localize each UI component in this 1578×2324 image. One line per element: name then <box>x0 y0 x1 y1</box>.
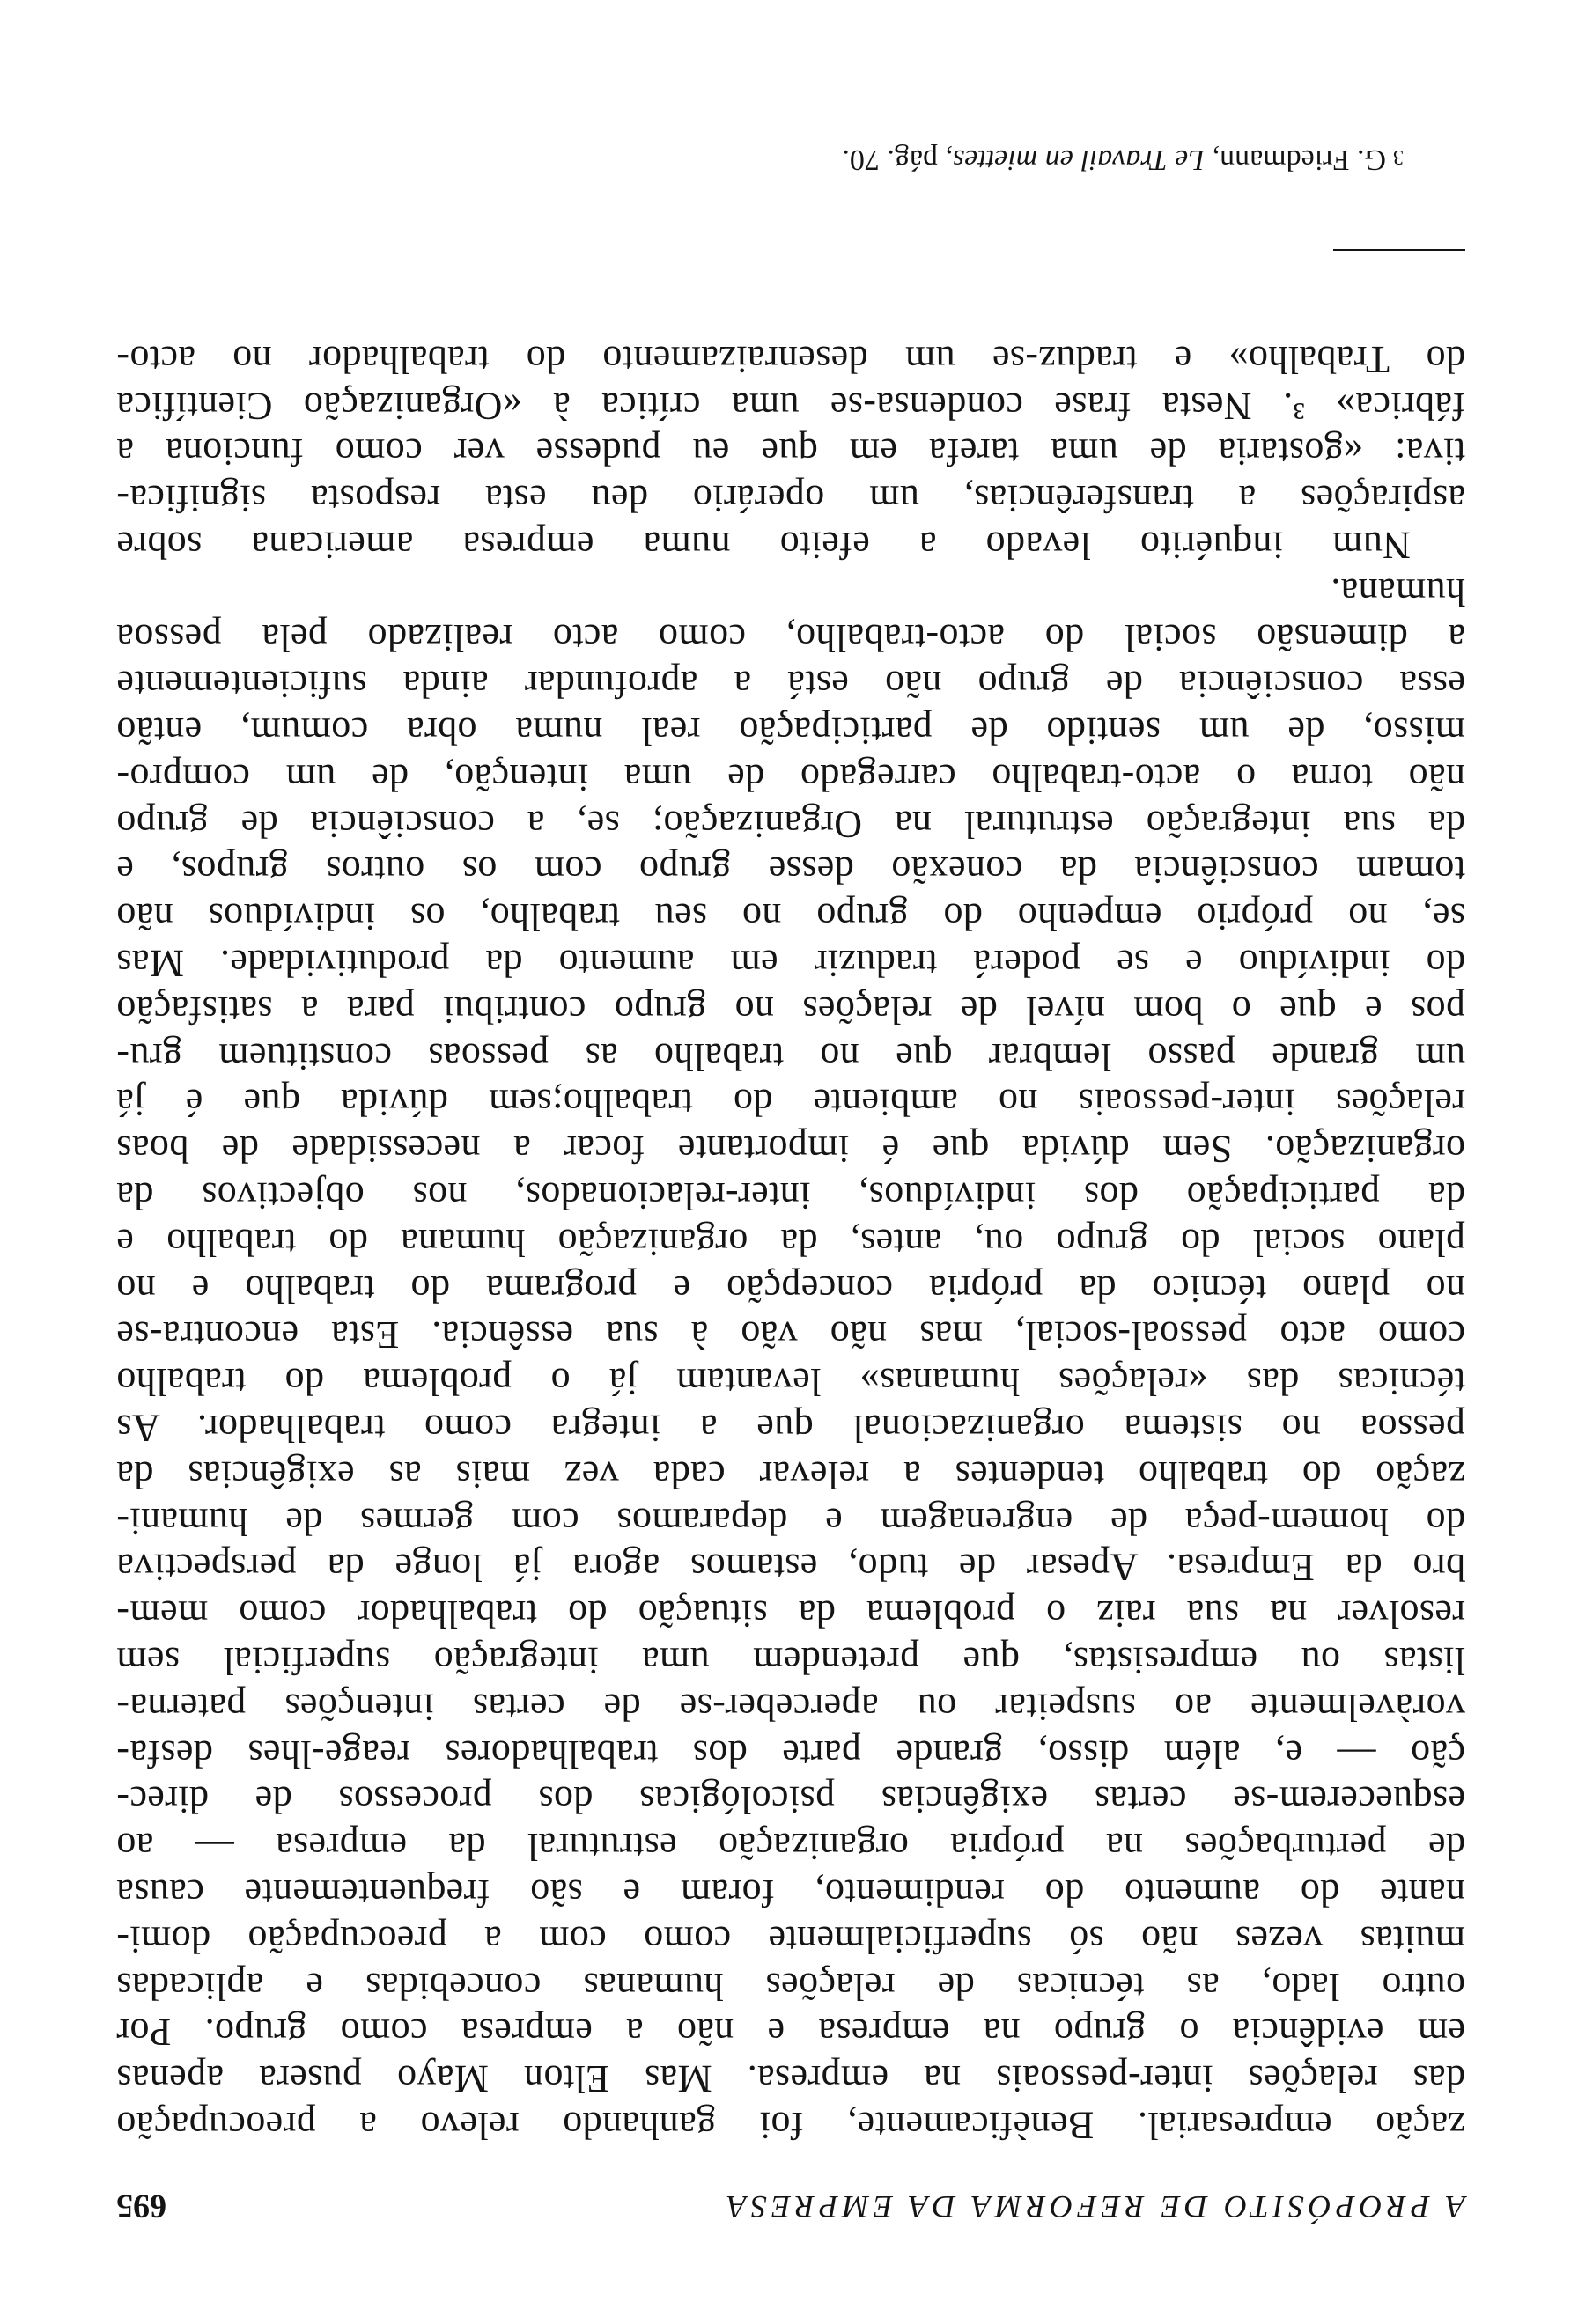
text-line: pos e que o bom nível de relações no grupo contribui para a satisfação <box>116 988 1465 1032</box>
text-line: a dimensão social do acto-trabalho, como acto realizado pela pessoa <box>116 616 1465 660</box>
text-line: fábrica» ³. Nesta frase condensa-se uma crítica à «Organização Científica <box>116 384 1465 428</box>
text-line: misso, de um sentido de participação real numa obra comum, então <box>116 710 1465 754</box>
text-line: Num inquérito levado a efeito numa empresa americana sobre <box>116 523 1411 567</box>
text-line: se, no próprio empenho do grupo no seu trabalho, os indivíduos não <box>116 895 1465 939</box>
text-line: técnicas das «relações humanas» levantam já o problema do trabalho <box>116 1360 1465 1404</box>
text-line: do homem-peça de engrenagem e deparamos com germes de humani- <box>116 1499 1465 1543</box>
footnote-title: Le Travail en miettes <box>952 143 1206 176</box>
text-line: no plano técnico da própria concepção e programa do trabalho e no <box>116 1267 1465 1311</box>
page-header <box>116 2181 1465 2225</box>
text-line: pessoa no sistema organizacional que a integra como trabalhador. As <box>116 1407 1465 1451</box>
text-line: do indivíduo e se poderá traduzir em aumento da produtividade. Mas <box>116 942 1465 986</box>
text-line: como acto pessoal-social, mas não vão à sua essência. Esta encontra-se <box>116 1313 1465 1357</box>
text-line: humana. <box>1330 570 1465 614</box>
text-line: muitas vezes não só superficialmente como com a preocupação domi- <box>116 1917 1465 1961</box>
text-line: zação do trabalho tendentes a relevar cada vez mais as exigências da <box>116 1452 1465 1497</box>
text-line: da sua integração estrutural na Organização; se, a consciência de grupo <box>116 802 1465 846</box>
text-line: resolver na sua raiz o problema da situação do trabalhador como mem- <box>116 1592 1465 1636</box>
text-line: tomam consciência da conexão desse grupo com os outros grupos, e <box>116 849 1465 893</box>
text-line: de perturbações na própria organização estrutural da empresa — ao <box>116 1825 1465 1869</box>
text-line: voràvelmente ao suspeitar ou aperceber-se de certas intenções paterna- <box>116 1685 1465 1729</box>
text-line: organização. Sem dúvida que é importante focar a necessidade de boas <box>116 1128 1465 1172</box>
footnote-marker: 3 <box>1393 145 1404 168</box>
text-line: da participação dos indivíduos, inter-relacionados, nos objectivos da <box>116 1174 1465 1218</box>
running-title: A PROPÓSITO DE REFORMA DA EMPRESA <box>722 2189 1465 2225</box>
text-line: ção — e, além disso, grande parte dos trabalhadores reage-lhes desfa- <box>116 1732 1465 1776</box>
text-line: esquecerem-se certas exigências psicológicas dos processos de direc- <box>116 1778 1465 1822</box>
text-line: aspirações a transferências, um operário deu esta resposta significa- <box>116 477 1465 521</box>
text-line: das relações inter-pessoais na empresa. Mas Elton Mayo pusera apenas <box>116 2057 1465 2101</box>
footnote-author: G. Friedmann, <box>1205 143 1386 176</box>
body-text <box>116 335 1465 2148</box>
footnote-divider <box>1333 249 1465 251</box>
text-line: listas ou empresistas, que pretendem uma integração superficial sem <box>116 1639 1465 1683</box>
text-line: do Trabalho» e traduz-se um desenraizamento do trabalhador no acto- <box>116 337 1465 381</box>
footnote <box>842 143 1404 176</box>
footnote-page: , pág. 70. <box>842 143 953 176</box>
text-line: em evidência o grupo na empresa e não a empresa como grupo. Por <box>116 2011 1465 2055</box>
text-line: outro lado, as técnicas de relações humanas concebidas e aplicadas <box>116 1964 1465 2008</box>
text-line: essa consciência de grupo não está a aprofundar ainda suficientemente <box>116 663 1465 707</box>
text-line: bro da Empresa. Apesar de tudo, estamos agora já longe da perspectiva <box>116 1546 1465 1590</box>
text-line: plano social do grupo ou, antes, da organização humana do trabalho e <box>116 1220 1465 1264</box>
text-line: relações inter-pessoais no ambiente do trabalho;sem dúvida que é já <box>116 1081 1465 1125</box>
text-line: um grande passo lembrar que no trabalho as pessoas constituem gru- <box>116 1034 1465 1078</box>
text-line: zação empresarial. Benèficamente, foi ganhando relevo a preocupação <box>116 2104 1465 2147</box>
text-line: tiva: «gostaria de uma tarefa em que eu pudesse ver como funciona a <box>116 430 1465 474</box>
page-number: 695 <box>116 2188 166 2225</box>
text-line: não torna o acto-trabalho carregado de uma intenção, de um compro- <box>116 755 1465 799</box>
text-line: nante do aumento do rendimento, foram e são frequentemente causa <box>116 1872 1465 1916</box>
